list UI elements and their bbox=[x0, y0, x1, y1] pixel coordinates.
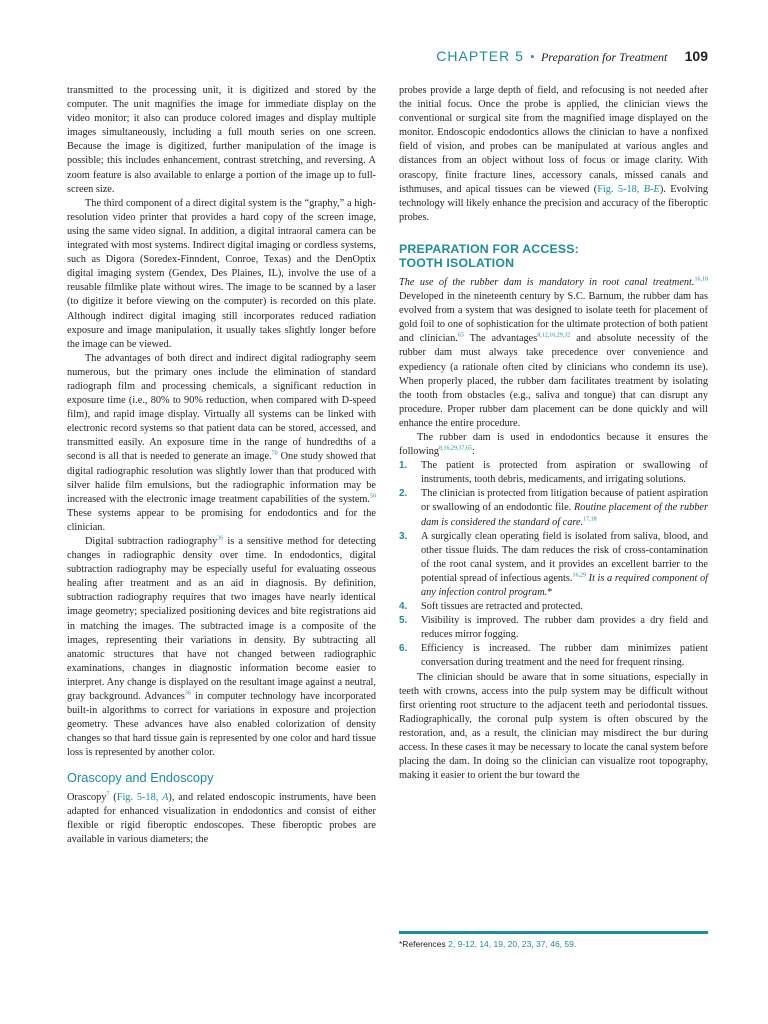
paragraph: The third component of a direct digital system is the “graphy,” a high-resolution video printer that provides a hard copy of the screen image, using the same video signal. In addition, a digital intraoral camera can be integrated with most systems. Indirect digital imaging or cordless systems, such as Digora (Soredex-Finndent, Conroe, Texas) and the DenOptix digital imaging system (Gendex, Des Plaines, IL), involve the use of a reusable filmlike plate without wires. The image to be scanned by a laser (to digitize it before viewing on the computer) is recorded on this plate. Although indirect digital imaging still incorporates reduced radiation exposure and image manipulation, it usually takes slightly longer before the image can be viewed. bbox=[67, 197, 376, 350]
figure-link[interactable]: Fig. 5-18, A bbox=[116, 791, 169, 803]
list-item: 1. The patient is protected from aspiration or swallowing of instruments, tooth debris, medicaments, and irrigating solutions. bbox=[399, 460, 708, 486]
running-header bbox=[308, 48, 708, 65]
citation[interactable]: 16,29 bbox=[572, 572, 586, 579]
paragraph: The rubber dam is used in endodontics because it ensures the following$^{8,16,29,37,65}$: bbox=[399, 431, 708, 458]
section-heading-orascopy: Orascopy and Endoscopy bbox=[67, 769, 214, 785]
chapter-title: Preparation for Treatment bbox=[540, 50, 668, 64]
left-column bbox=[67, 84, 376, 847]
footnote: *References 2, 9-12, 14, 19, 20, 23, 37, 46, 59. bbox=[399, 939, 577, 949]
citation[interactable]: 8,12,16,29,32 bbox=[537, 332, 571, 339]
list-item: 6. Efficiency is increased. The rubber dam minimizes patient conversation during treatment and the need for frequent rinsing. bbox=[399, 643, 708, 669]
citation[interactable]: 36 bbox=[217, 535, 224, 542]
citation[interactable]: 50 bbox=[370, 493, 376, 500]
footnote-rule bbox=[399, 931, 708, 934]
section-heading-access: PREPARATION FOR ACCESS: TOOTH ISOLATION bbox=[399, 241, 579, 271]
paragraph: transmitted to the processing unit, it is digitized and stored by the computer. The unit magnifies the image for immediate display on the video monitor; it also can produce colored images and display multiple images simultaneously, including a full mouth series on one screen. Because the image is digitized, further manipulation of the image is possible; this includes enhancement, contrast stretching, and reversing. A zoom feature is also available to enlarge a portion of the image up to full-screen size. bbox=[67, 85, 376, 195]
paragraph: The clinician should be aware that in some situations, especially in teeth with crowns, access into the pulp system may be difficult without first orienting root structure to the adjacent teeth and periodontal tissues. Radiographically, the coronal pulp system is often obscured by the restoration, and, as a result, the clinician may misdirect the bur during access. In these cases it may be necessary to locate the canal system before placing the dam. In doing so the clinician can visualize root topography, making it easier to orient the bur toward the bbox=[399, 671, 708, 782]
citation[interactable]: 7 bbox=[106, 791, 110, 798]
paragraph: The use of the rubber dam is mandatory in root canal treatment.$^{16,18}$ Developed in the nineteenth century by S.C. Barnum, the rubber dam has evolved from a system that was designed to isolate teeth for placement of gold foil to one of sophistication for the ultimate protection of both patient and clinician.$^{65}$ The advantages$^{8,12,16,29,32}$ and absolute necessity of the rubber dam must always take precedence over convenience and expediency (a rationale often cited by clinicians who condemn its use). When properly placed, the rubber dam facilitates treatment by isolating the tooth from obstacles (e.g., saliva and tongue) that can disrupt any procedure. Proper rubber dam placement can be done quickly and will enhance the entire procedure. bbox=[399, 276, 708, 429]
chapter-label: CHAPTER 5 bbox=[436, 48, 524, 64]
citation[interactable]: 36 bbox=[184, 690, 191, 697]
citation[interactable]: 17,18 bbox=[583, 516, 597, 523]
citation[interactable]: 8,16,29,37,65 bbox=[439, 445, 473, 452]
page-number: 109 bbox=[684, 48, 708, 64]
reference-links[interactable]: 2, 9-12, 14, 19, 20, 23, 37, 46, 59 bbox=[448, 939, 574, 949]
paragraph: The advantages of both direct and indirect digital radiography seem numerous, but the primary ones include the elimination of standard radiograph film and processing chemicals, a significant reduction in exposure time (i.e., 80% to 90% reduction, when compared with D-speed film), and rapid image display. Virtually all systems can be linked with electronic record systems so that patient data can be stored, accessed, and transmitted easily. An exposure time in the range of hundredths of a second is all that is needed to generate an image.$^{70}$ One study showed that digital radiographic resolution was slightly lower than that produced with silver halide film emulsions, but the radiographic information may be increased with the electronic image treatment capabilities of the system.$^{50}$ These systems appear to be promising for endodontics and for the clinician. bbox=[67, 352, 376, 533]
list-item: 3. A surgically clean operating field is isolated from saliva, blood, and other tissue fluids. The dam reduces the risk of cross-contamination of the root canal system, and it provides an excellent barrier to the potential spread of infectious agents.$^{16,29}$ It is a required component of any infection control program.* bbox=[399, 530, 708, 598]
right-column bbox=[399, 84, 708, 783]
paragraph: Digital subtraction radiography$^{36}$ is a sensitive method for detecting changes in radiographic density over time. In endodontics, digital subtraction radiography may be especially useful for evaluating osseous healing after treatment and as an aid in diagnosis. By definition, subtraction radiography requires that two images have nearly identical image geometry; specialized positioning devices and bite registrations aid in matching the images. The subtracted image is a composite of the images, representing their variations in density. By subtracting all anatomic structures that have not changed between radiographic examinations, changes in diagnostic information become easier to interpret. Any change is displayed on the resultant image against a neutral, gray background. Advances$^{36}$ in computer technology have incorporated built-in algorithms to correct for variations in exposure and projection geometry. These advances have also enabled colorization of density changes so that hard tissue gain is represented by one color and hard tissue loss is represented by another color. bbox=[67, 535, 376, 759]
paragraph: Orascopy$^7$ (Fig. 5-18, A), and related endoscopic instruments, have been adapted for enhanced visualization in endodontics and consist of either flexible or rigid fiberoptic endoscopes. These fiberoptic probes are available in various diameters; the bbox=[67, 791, 376, 845]
citation[interactable]: 65 bbox=[457, 332, 464, 339]
list-item: 2. The clinician is protected from litigation because of patient aspiration or swallowing of an endodontic file. Routine placement of the rubber dam is considered the standard of care.$^{17,18}$ bbox=[399, 488, 708, 528]
figure-link[interactable]: Fig. 5-18, B-E bbox=[597, 183, 660, 195]
paragraph: probes provide a large depth of field, and refocusing is not needed after the initial focus. Once the probe is applied, the clinician views the conventional or surgical site from the magnified image displayed on the monitor. Endoscopic endodontics allows the clinician to have a nonfixed field of vision, and probes can be manipulated at various angles and distances from an object without loss of focus or image clarity. With orascopy, finite fracture lines, accessory canals, missed canals and isthmuses, and apical tissues can be viewed (Fig. 5-18, B-E). Evolving technology will likely enhance the precision and accuracy of the fiberoptic probes. bbox=[399, 85, 708, 223]
rubber-dam-list bbox=[399, 459, 708, 670]
citation[interactable]: 70 bbox=[271, 451, 278, 458]
header-separator: • bbox=[530, 49, 535, 64]
citation[interactable]: 16,18 bbox=[694, 276, 708, 283]
list-item: 5. Visibility is improved. The rubber dam provides a dry field and reduces mirror fogging. bbox=[399, 615, 708, 641]
list-item: 4. Soft tissues are retracted and protected. bbox=[399, 601, 583, 613]
